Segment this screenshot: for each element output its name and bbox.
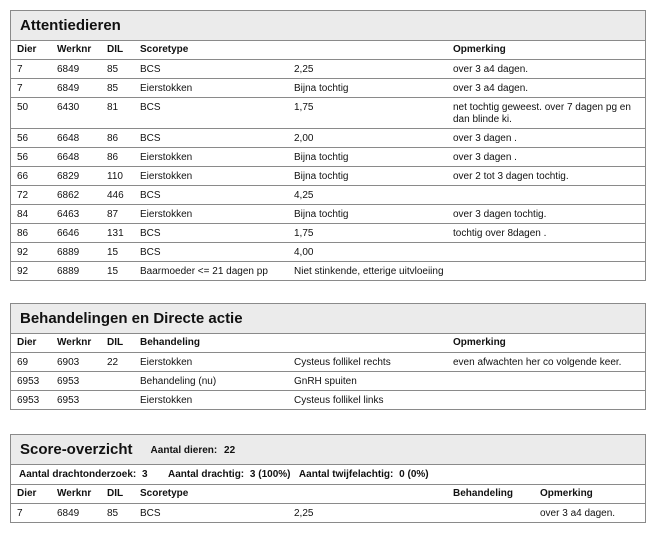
score-overzicht-header [11,435,645,465]
table-cell: 15 [101,243,134,262]
table-cell: BCS [134,504,288,523]
table-cell: Bijna tochtig [288,148,447,167]
table-cell [447,262,645,281]
table-cell [447,186,645,205]
table-cell: BCS [134,243,288,262]
section-title: Score-overzicht [20,441,133,458]
table-row [11,504,645,523]
table-cell: net tochtig geweest. over 7 dagen pg en dan blinde ki. [447,98,645,129]
aantal-dieren-value: 22 [224,445,236,456]
table-cell: 6889 [51,262,101,281]
table-cell: 85 [101,504,134,523]
table-cell: 4,25 [288,186,447,205]
table-row [11,60,645,79]
table-cell: even afwachten her co volgende keer. [447,353,645,372]
column-header: Dier [11,41,51,60]
table-cell: Eierstokken [134,353,288,372]
table-cell: 6903 [51,353,101,372]
table-cell: 2,25 [288,504,447,523]
column-header: Dier [11,334,51,353]
section-title: Behandelingen en Directe actie [20,310,243,327]
summary-line [11,465,645,485]
table-cell: 69 [11,353,51,372]
table-row [11,167,645,186]
table-row [11,353,645,372]
table-cell [447,243,645,262]
column-header: Scoretype [134,41,288,60]
table-cell: 86 [11,224,51,243]
table-cell [101,372,134,391]
table-cell: Baarmoeder <= 21 dagen pp [134,262,288,281]
table-cell: 6889 [51,243,101,262]
column-header [288,334,447,353]
table-cell: 84 [11,205,51,224]
column-header: Opmerking [447,41,645,60]
table-cell: 86 [101,129,134,148]
behandelingen-header [11,304,645,334]
drachtig-value: 3 (100%) [249,469,291,480]
table-row [11,98,645,129]
table-row [11,79,645,98]
table-cell: 85 [101,79,134,98]
table-cell: 6953 [51,372,101,391]
column-header: Werknr [51,41,101,60]
table-cell: 72 [11,186,51,205]
table-row [11,391,645,410]
table-row [11,205,645,224]
table-header-row [11,41,645,60]
section-title: Attentiedieren [20,17,121,34]
column-header: Scoretype [134,485,288,504]
table-row [11,148,645,167]
table-cell: tochtig over 8dagen . [447,224,645,243]
aantal-dieren-label: Aantal dieren: [150,445,218,456]
table-cell: 86 [101,148,134,167]
table-cell: Eierstokken [134,148,288,167]
table-cell: 2,25 [288,60,447,79]
column-header [288,41,447,60]
table-cell: 1,75 [288,224,447,243]
column-header: Dier [11,485,51,504]
table-cell: GnRH spuiten [288,372,447,391]
table-cell: Eierstokken [134,167,288,186]
table-cell: Behandeling (nu) [134,372,288,391]
table-cell: 131 [101,224,134,243]
table-cell: over 3 dagen . [447,129,645,148]
table-cell: 92 [11,262,51,281]
table-cell: 22 [101,353,134,372]
table-cell: over 3 dagen tochtig. [447,205,645,224]
table-cell: BCS [134,98,288,129]
table-cell: 7 [11,79,51,98]
table-cell: over 3 a4 dagen. [447,79,645,98]
table-cell: 110 [101,167,134,186]
table-cell: 6849 [51,79,101,98]
table-cell: 446 [101,186,134,205]
table-cell: 6953 [11,391,51,410]
drachtonderzoek-label: Aantal drachtonderzoek: [19,469,137,480]
table-header-row [11,334,645,353]
twijfel-label: Aantal twijfelachtig: [298,469,394,480]
column-header: Werknr [51,334,101,353]
table-cell [101,391,134,410]
table-cell: 6862 [51,186,101,205]
score-overzicht-table [11,485,645,523]
table-cell: 6849 [51,504,101,523]
drachtig-label: Aantal drachtig: [168,469,245,480]
table-cell [447,504,534,523]
table-cell: 6648 [51,148,101,167]
table-cell: 1,75 [288,98,447,129]
table-cell: Cysteus follikel rechts [288,353,447,372]
table-cell: 15 [101,262,134,281]
table-cell: Bijna tochtig [288,205,447,224]
table-cell [447,391,645,410]
table-cell: 81 [101,98,134,129]
table-cell: Cysteus follikel links [288,391,447,410]
table-cell: Eierstokken [134,79,288,98]
table-cell: 7 [11,60,51,79]
behandelingen-section [10,303,646,410]
table-cell: 4,00 [288,243,447,262]
table-cell: 6829 [51,167,101,186]
column-header: DIL [101,334,134,353]
table-row [11,372,645,391]
table-cell: 92 [11,243,51,262]
table-cell [447,372,645,391]
table-row [11,186,645,205]
table-cell: BCS [134,129,288,148]
table-cell: 6953 [11,372,51,391]
table-row [11,262,645,281]
behandelingen-table [11,334,645,410]
column-header: DIL [101,485,134,504]
column-header: Opmerking [534,485,645,504]
table-cell: Bijna tochtig [288,167,447,186]
table-cell: over 3 a4 dagen. [447,60,645,79]
column-header: Behandeling [447,485,534,504]
table-cell: 6953 [51,391,101,410]
table-cell: over 3 a4 dagen. [534,504,645,523]
twijfel-value: 0 (0%) [399,469,429,480]
aantal-dieren [151,445,236,456]
column-header: Werknr [51,485,101,504]
drachtonderzoek-value: 3 [142,469,148,480]
table-cell: 2,00 [288,129,447,148]
table-cell: 50 [11,98,51,129]
column-header: Behandeling [134,334,288,353]
table-cell: 85 [101,60,134,79]
attentiedieren-table [11,41,645,281]
table-cell: BCS [134,186,288,205]
table-cell: 87 [101,205,134,224]
table-cell: 6463 [51,205,101,224]
table-cell: 66 [11,167,51,186]
table-cell: over 3 dagen . [447,148,645,167]
table-cell: 6430 [51,98,101,129]
column-header: Opmerking [447,334,645,353]
table-header-row [11,485,645,504]
table-cell: 7 [11,504,51,523]
table-cell: over 2 tot 3 dagen tochtig. [447,167,645,186]
attentiedieren-section [10,10,646,281]
attentiedieren-header [11,11,645,41]
column-header [288,485,447,504]
score-overzicht-section [10,434,646,523]
table-row [11,129,645,148]
table-cell: 6646 [51,224,101,243]
table-cell: BCS [134,224,288,243]
table-cell: Niet stinkende, etterige uitvloeiing [288,262,447,281]
table-row [11,243,645,262]
table-cell: BCS [134,60,288,79]
table-row [11,224,645,243]
table-cell: Bijna tochtig [288,79,447,98]
table-cell: 56 [11,148,51,167]
table-cell: Eierstokken [134,205,288,224]
table-cell: 6648 [51,129,101,148]
column-header: DIL [101,41,134,60]
table-cell: Eierstokken [134,391,288,410]
table-cell: 56 [11,129,51,148]
table-cell: 6849 [51,60,101,79]
